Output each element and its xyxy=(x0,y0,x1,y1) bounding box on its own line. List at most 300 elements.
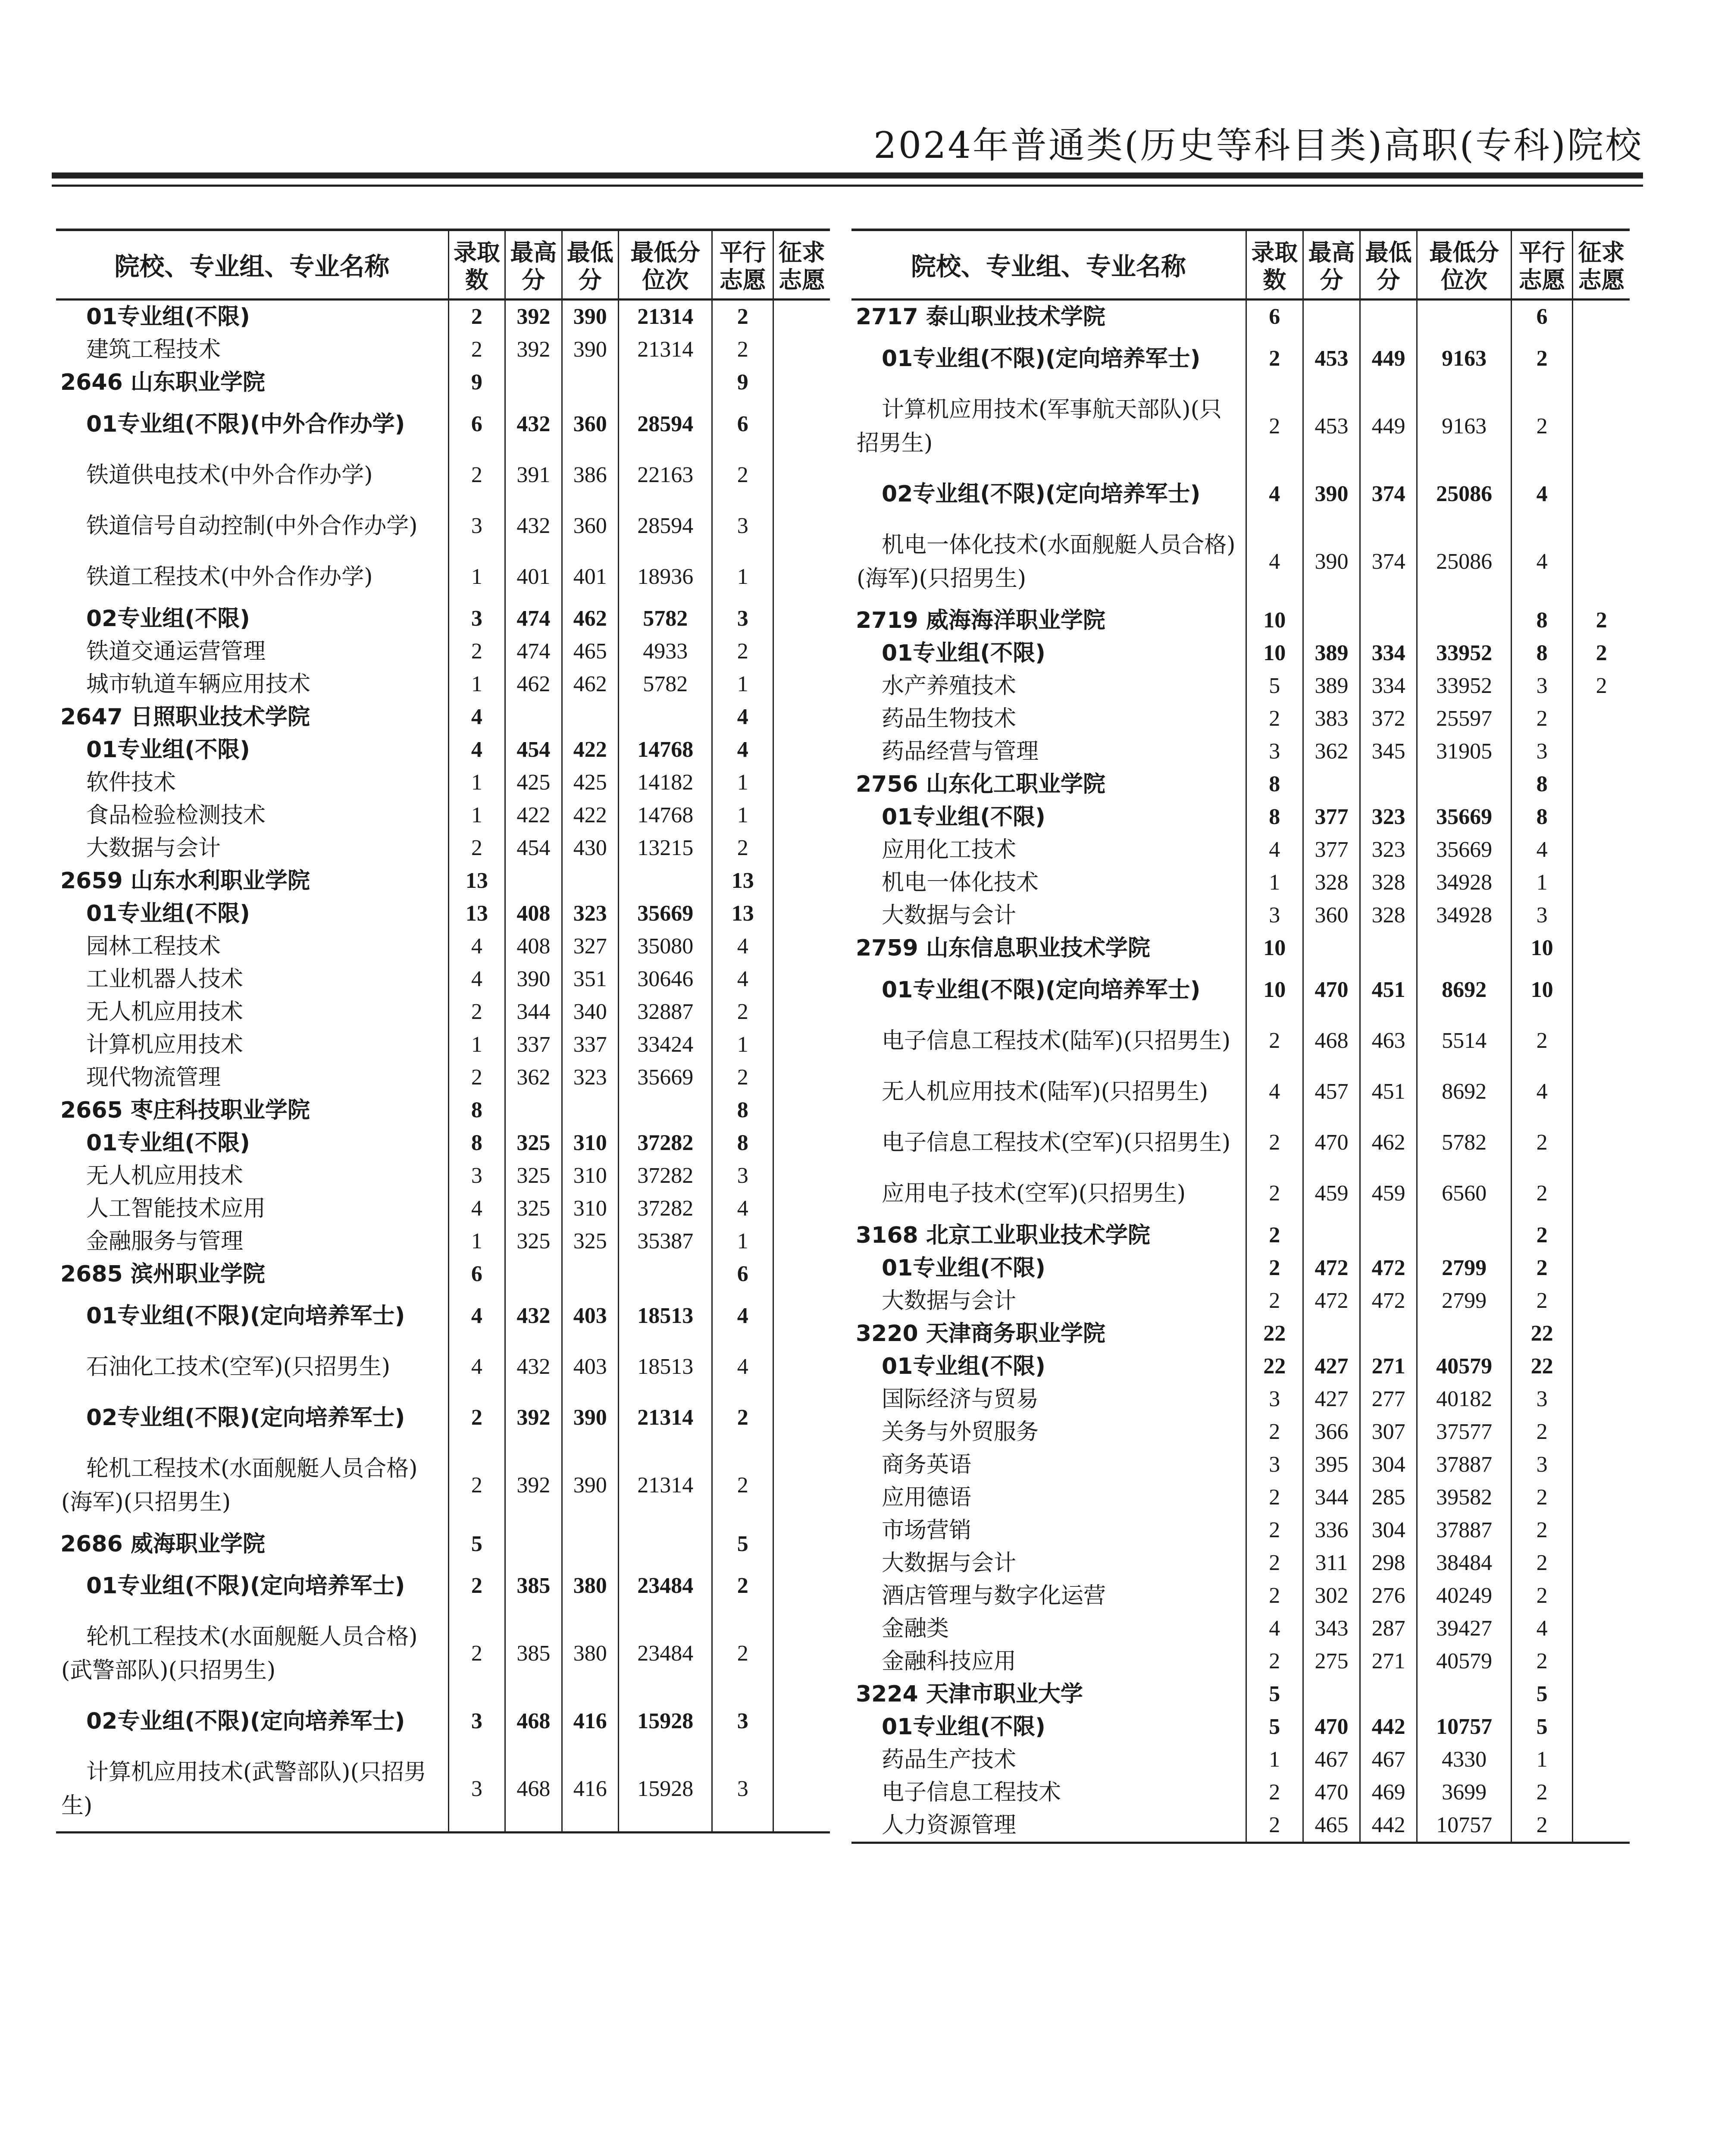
group-row xyxy=(56,1561,830,1611)
min-rank: 22163 xyxy=(619,450,712,501)
max-score: 337 xyxy=(505,1028,562,1061)
parallel-count: 2 xyxy=(712,1561,773,1611)
group-row xyxy=(56,1392,830,1443)
min-rank: 39427 xyxy=(1417,1612,1512,1645)
solicit-count xyxy=(1573,1448,1630,1481)
min-rank: 40249 xyxy=(1417,1579,1512,1612)
min-rank: 35387 xyxy=(619,1225,712,1258)
min-rank: 14182 xyxy=(619,766,712,799)
parallel-count: 4 xyxy=(1511,469,1572,520)
parallel-count: 2 xyxy=(1511,1809,1572,1843)
admitted-count: 5 xyxy=(1246,1678,1303,1711)
parallel-count: 2 xyxy=(1511,702,1572,735)
min-score: 449 xyxy=(1360,384,1417,469)
parallel-count: 4 xyxy=(712,930,773,963)
max-score xyxy=(1303,1219,1360,1252)
min-score: 334 xyxy=(1360,637,1417,670)
min-score: 403 xyxy=(562,1291,618,1341)
min-rank: 40579 xyxy=(1417,1645,1512,1678)
max-score: 462 xyxy=(505,668,562,701)
group-row xyxy=(56,897,830,930)
min-rank: 10757 xyxy=(1417,1809,1512,1843)
min-score: 307 xyxy=(1360,1416,1417,1448)
admitted-count: 2 xyxy=(1246,1579,1303,1612)
major-name: 电子信息工程技术(空军)(只招男生) xyxy=(882,1130,1231,1156)
solicit-count xyxy=(1573,768,1630,801)
parallel-count: 2 xyxy=(1511,384,1572,469)
min-rank: 35669 xyxy=(619,897,712,930)
parallel-count: 1 xyxy=(712,799,773,832)
max-score: 389 xyxy=(1303,670,1360,702)
max-score: 362 xyxy=(505,1061,562,1094)
min-rank: 25086 xyxy=(1417,469,1512,520)
school-name: 3220 天津商务职业学院 xyxy=(856,1321,1105,1347)
major-name: 酒店管理与数字化运营 xyxy=(882,1583,1106,1609)
major-row xyxy=(851,1612,1630,1645)
admitted-count: 10 xyxy=(1246,932,1303,965)
school-name: 2685 滨州职业学院 xyxy=(60,1261,265,1287)
min-score xyxy=(562,366,618,399)
group-row xyxy=(851,469,1630,520)
admitted-count: 3 xyxy=(448,1159,505,1192)
parallel-count: 8 xyxy=(1511,801,1572,834)
major-row xyxy=(56,1159,830,1192)
school-name: 2665 枣庄科技职业学院 xyxy=(60,1097,310,1123)
solicit-count xyxy=(1573,866,1630,899)
max-score: 422 xyxy=(505,799,562,832)
solicit-count xyxy=(773,1747,830,1833)
admitted-count: 2 xyxy=(1246,1219,1303,1252)
parallel-count: 4 xyxy=(712,701,773,733)
admitted-count: 2 xyxy=(1246,1645,1303,1678)
parallel-count: 3 xyxy=(1511,1383,1572,1416)
max-score: 392 xyxy=(505,300,562,334)
parallel-count: 13 xyxy=(712,865,773,897)
school-row xyxy=(56,1258,830,1291)
min-rank: 5782 xyxy=(1417,1117,1512,1168)
max-score: 392 xyxy=(505,333,562,366)
solicit-count xyxy=(773,733,830,766)
major-row xyxy=(851,1448,1630,1481)
major-name: 大数据与会计 xyxy=(882,1288,1017,1314)
max-score: 275 xyxy=(1303,1645,1360,1678)
min-score: 465 xyxy=(562,635,618,668)
group-name: 01专业组(不限) xyxy=(86,901,250,927)
solicit-count xyxy=(773,333,830,366)
max-score: 362 xyxy=(1303,735,1360,768)
solicit-count xyxy=(1573,1383,1630,1416)
parallel-count: 2 xyxy=(1511,1481,1572,1514)
max-score: 390 xyxy=(1303,520,1360,604)
col-header-min-score: 最低分 xyxy=(1360,230,1417,300)
solicit-count xyxy=(773,766,830,799)
max-score: 325 xyxy=(505,1225,562,1258)
parallel-count: 2 xyxy=(1511,1252,1572,1285)
parallel-count: 8 xyxy=(1511,637,1572,670)
school-row xyxy=(851,1219,1630,1252)
min-rank: 3699 xyxy=(1417,1776,1512,1809)
school-row xyxy=(851,768,1630,801)
school-row xyxy=(851,1317,1630,1350)
min-rank: 8692 xyxy=(1417,1066,1512,1117)
parallel-count: 3 xyxy=(1511,899,1572,932)
min-score: 372 xyxy=(1360,702,1417,735)
max-score xyxy=(1303,1678,1360,1711)
admitted-count: 2 xyxy=(448,635,505,668)
min-score: 463 xyxy=(1360,1015,1417,1066)
max-score: 336 xyxy=(1303,1514,1360,1547)
major-row xyxy=(851,1168,1630,1219)
parallel-count: 6 xyxy=(712,1258,773,1291)
admitted-count: 2 xyxy=(448,1443,505,1528)
major-name: 铁道供电技术(中外合作办学) xyxy=(86,462,373,488)
major-name: 金融科技应用 xyxy=(882,1648,1017,1674)
group-name: 01专业组(不限) xyxy=(882,804,1045,830)
min-rank: 23484 xyxy=(619,1561,712,1611)
max-score: 391 xyxy=(505,450,562,501)
major-row xyxy=(56,1028,830,1061)
group-name: 01专业组(不限) xyxy=(86,737,250,763)
parallel-count: 2 xyxy=(1511,1015,1572,1066)
solicit-count: 2 xyxy=(1573,670,1630,702)
parallel-count: 4 xyxy=(712,1192,773,1225)
min-score xyxy=(1360,768,1417,801)
parallel-count: 3 xyxy=(712,1159,773,1192)
admitted-count: 1 xyxy=(448,799,505,832)
major-name: 金融类 xyxy=(882,1616,949,1642)
min-rank: 8692 xyxy=(1417,965,1512,1015)
solicit-count xyxy=(773,799,830,832)
col-header-name: 院校、专业组、专业名称 xyxy=(851,230,1246,300)
solicit-count xyxy=(773,930,830,963)
major-row xyxy=(851,1117,1630,1168)
min-rank xyxy=(1417,932,1512,965)
major-row xyxy=(56,996,830,1028)
col-header-max-score: 最高分 xyxy=(1303,230,1360,300)
major-row xyxy=(56,635,830,668)
header-rule xyxy=(52,172,1643,179)
min-rank: 38484 xyxy=(1417,1547,1512,1579)
max-score: 366 xyxy=(1303,1416,1360,1448)
max-score: 343 xyxy=(1303,1612,1360,1645)
max-score: 470 xyxy=(1303,1776,1360,1809)
max-score: 377 xyxy=(1303,834,1360,866)
admitted-count: 1 xyxy=(448,668,505,701)
min-rank: 2799 xyxy=(1417,1285,1512,1317)
max-score xyxy=(1303,1317,1360,1350)
max-score: 459 xyxy=(1303,1168,1360,1219)
min-score: 310 xyxy=(562,1192,618,1225)
parallel-count: 2 xyxy=(712,1443,773,1528)
max-score: 385 xyxy=(505,1611,562,1696)
min-rank: 31905 xyxy=(1417,735,1512,768)
major-name: 国际经济与贸易 xyxy=(882,1386,1039,1412)
major-name: 市场营销 xyxy=(882,1517,972,1543)
min-score: 472 xyxy=(1360,1285,1417,1317)
solicit-count xyxy=(773,668,830,701)
col-header-min-rank: 最低分位次 xyxy=(1417,230,1512,300)
major-name: 城市轨道车辆应用技术 xyxy=(86,671,311,697)
max-score: 470 xyxy=(1303,965,1360,1015)
min-score: 334 xyxy=(1360,670,1417,702)
major-row xyxy=(56,766,830,799)
group-row xyxy=(56,399,830,450)
admitted-count: 4 xyxy=(448,701,505,733)
min-score: 422 xyxy=(562,799,618,832)
min-rank: 37282 xyxy=(619,1127,712,1159)
major-row xyxy=(56,1341,830,1392)
admitted-count: 2 xyxy=(1246,1416,1303,1448)
parallel-count: 4 xyxy=(1511,1612,1572,1645)
solicit-count xyxy=(773,1225,830,1258)
group-row xyxy=(851,1711,1630,1743)
min-rank: 28594 xyxy=(619,501,712,552)
solicit-count xyxy=(773,1611,830,1696)
admitted-count: 2 xyxy=(1246,1776,1303,1809)
solicit-count xyxy=(773,1696,830,1747)
school-name: 2686 威海职业学院 xyxy=(60,1531,265,1557)
group-name: 01专业组(不限) xyxy=(86,304,250,330)
min-rank: 40182 xyxy=(1417,1383,1512,1416)
school-name: 2717 泰山职业技术学院 xyxy=(856,304,1105,330)
group-name: 01专业组(不限) xyxy=(882,1714,1045,1740)
solicit-count xyxy=(773,897,830,930)
parallel-count: 3 xyxy=(1511,735,1572,768)
group-name: 01专业组(不限) xyxy=(882,640,1045,666)
admitted-count: 13 xyxy=(448,865,505,897)
parallel-count: 3 xyxy=(1511,670,1572,702)
min-rank xyxy=(1417,1678,1512,1711)
major-name: 工业机器人技术 xyxy=(86,966,244,992)
parallel-count: 2 xyxy=(1511,1285,1572,1317)
admitted-count: 2 xyxy=(448,1061,505,1094)
major-name: 机电一体化技术 xyxy=(882,870,1039,896)
min-score: 416 xyxy=(562,1696,618,1747)
min-rank xyxy=(1417,300,1512,334)
major-name: 铁道信号自动控制(中外合作办学) xyxy=(86,513,418,539)
major-name: 园林工程技术 xyxy=(86,934,221,959)
max-score: 432 xyxy=(505,1341,562,1392)
solicit-count xyxy=(773,963,830,996)
min-rank: 23484 xyxy=(619,1611,712,1696)
admitted-count: 10 xyxy=(1246,965,1303,1015)
min-score: 360 xyxy=(562,501,618,552)
solicit-count xyxy=(1573,965,1630,1015)
min-rank: 6560 xyxy=(1417,1168,1512,1219)
major-name: 无人机应用技术 xyxy=(86,1163,244,1189)
min-score: 380 xyxy=(562,1561,618,1611)
major-name: 计算机应用技术(军事航天部队)(只招男生) xyxy=(857,397,1222,456)
admitted-count: 5 xyxy=(1246,1711,1303,1743)
solicit-count xyxy=(773,996,830,1028)
min-score: 390 xyxy=(562,300,618,334)
school-row xyxy=(56,701,830,733)
admitted-count: 13 xyxy=(448,897,505,930)
major-row xyxy=(56,1061,830,1094)
max-score: 344 xyxy=(505,996,562,1028)
major-row xyxy=(56,930,830,963)
admitted-count: 2 xyxy=(448,450,505,501)
admitted-count: 3 xyxy=(1246,899,1303,932)
parallel-count: 2 xyxy=(1511,1776,1572,1809)
group-row xyxy=(851,1350,1630,1383)
min-score: 462 xyxy=(1360,1117,1417,1168)
min-rank: 21314 xyxy=(619,1443,712,1528)
min-rank: 13215 xyxy=(619,832,712,865)
parallel-count: 1 xyxy=(1511,1743,1572,1776)
min-score xyxy=(562,865,618,897)
major-name: 计算机应用技术(武警部队)(只招男生) xyxy=(56,1747,448,1833)
table-body-left xyxy=(56,300,830,1833)
admitted-count: 4 xyxy=(448,963,505,996)
min-rank: 4933 xyxy=(619,635,712,668)
group-row xyxy=(851,801,1630,834)
major-name: 药品经营与管理 xyxy=(882,739,1039,765)
min-score: 360 xyxy=(562,399,618,450)
min-rank xyxy=(1417,604,1512,637)
min-rank: 5782 xyxy=(619,602,712,635)
parallel-count: 3 xyxy=(712,501,773,552)
min-score: 430 xyxy=(562,832,618,865)
solicit-count xyxy=(773,701,830,733)
min-score: 351 xyxy=(562,963,618,996)
parallel-count: 5 xyxy=(712,1528,773,1561)
parallel-count: 2 xyxy=(1511,1219,1572,1252)
min-score: 380 xyxy=(562,1611,618,1696)
parallel-count: 13 xyxy=(712,897,773,930)
col-header-admitted: 录取数 xyxy=(1246,230,1303,300)
max-score: 325 xyxy=(505,1192,562,1225)
max-score: 467 xyxy=(1303,1743,1360,1776)
page-header-title: 2024年普通类(历史等科目类)高职(专科)院校 xyxy=(873,124,1643,166)
major-row xyxy=(56,1747,830,1833)
min-rank: 21314 xyxy=(619,1392,712,1443)
major-row xyxy=(56,450,830,501)
max-score: 390 xyxy=(505,963,562,996)
max-score: 425 xyxy=(505,766,562,799)
solicit-count xyxy=(773,1127,830,1159)
max-score: 390 xyxy=(1303,469,1360,520)
admitted-count: 3 xyxy=(1246,1383,1303,1416)
major-row xyxy=(851,899,1630,932)
major-row xyxy=(56,668,830,701)
admitted-count: 1 xyxy=(448,1028,505,1061)
max-score: 472 xyxy=(1303,1285,1360,1317)
max-score: 385 xyxy=(505,1561,562,1611)
parallel-count: 1 xyxy=(712,668,773,701)
parallel-count: 2 xyxy=(1511,1579,1572,1612)
school-name: 2646 山东职业学院 xyxy=(60,370,265,395)
col-header-min-score: 最低分 xyxy=(562,230,618,300)
header-rule-thin xyxy=(52,185,1643,187)
min-score: 386 xyxy=(562,450,618,501)
parallel-count: 6 xyxy=(712,399,773,450)
group-row xyxy=(851,965,1630,1015)
min-score: 337 xyxy=(562,1028,618,1061)
major-name: 大数据与会计 xyxy=(882,903,1017,928)
table-header-row xyxy=(851,230,1630,300)
solicit-count xyxy=(773,552,830,602)
max-score: 432 xyxy=(505,501,562,552)
parallel-count: 1 xyxy=(712,552,773,602)
min-score: 416 xyxy=(562,1747,618,1833)
solicit-count xyxy=(773,1392,830,1443)
admitted-count: 1 xyxy=(448,1225,505,1258)
parallel-count: 4 xyxy=(712,1291,773,1341)
solicit-count xyxy=(1573,1117,1630,1168)
min-score: 310 xyxy=(562,1127,618,1159)
min-rank xyxy=(1417,768,1512,801)
solicit-count xyxy=(1573,1711,1630,1743)
admitted-count: 1 xyxy=(448,552,505,602)
min-score: 304 xyxy=(1360,1514,1417,1547)
parallel-count: 1 xyxy=(712,766,773,799)
max-score: 474 xyxy=(505,635,562,668)
major-row xyxy=(851,384,1630,469)
school-row xyxy=(56,865,830,897)
admitted-count: 2 xyxy=(1246,333,1303,384)
solicit-count xyxy=(1573,384,1630,469)
admitted-count: 10 xyxy=(1246,637,1303,670)
major-name: 建筑工程技术 xyxy=(86,337,221,363)
min-score: 277 xyxy=(1360,1383,1417,1416)
admitted-count: 1 xyxy=(1246,866,1303,899)
solicit-count xyxy=(773,1028,830,1061)
parallel-count: 1 xyxy=(1511,866,1572,899)
min-rank: 37577 xyxy=(1417,1416,1512,1448)
min-rank: 10757 xyxy=(1417,1711,1512,1743)
solicit-count xyxy=(1573,1678,1630,1711)
parallel-count: 8 xyxy=(1511,604,1572,637)
admitted-count: 8 xyxy=(1246,801,1303,834)
min-rank: 9163 xyxy=(1417,333,1512,384)
min-score: 467 xyxy=(1360,1743,1417,1776)
max-score: 453 xyxy=(1303,384,1360,469)
min-rank: 40579 xyxy=(1417,1350,1512,1383)
min-rank: 35080 xyxy=(619,930,712,963)
solicit-count xyxy=(1573,1219,1630,1252)
parallel-count: 10 xyxy=(1511,932,1572,965)
min-rank: 37887 xyxy=(1417,1514,1512,1547)
parallel-count: 1 xyxy=(712,1225,773,1258)
col-header-name: 院校、专业组、专业名称 xyxy=(56,230,448,300)
col-header-parallel: 平行志愿 xyxy=(712,230,773,300)
max-score: 360 xyxy=(1303,899,1360,932)
admitted-count: 22 xyxy=(1246,1317,1303,1350)
parallel-count: 4 xyxy=(1511,1066,1572,1117)
parallel-count: 8 xyxy=(1511,768,1572,801)
school-row xyxy=(56,366,830,399)
min-rank: 18513 xyxy=(619,1341,712,1392)
max-score: 328 xyxy=(1303,866,1360,899)
major-row xyxy=(851,1579,1630,1612)
parallel-count: 2 xyxy=(1511,1117,1572,1168)
min-rank: 18513 xyxy=(619,1291,712,1341)
major-row xyxy=(56,963,830,996)
solicit-count xyxy=(1573,1350,1630,1383)
min-score: 323 xyxy=(562,1061,618,1094)
min-rank: 25086 xyxy=(1417,520,1512,604)
min-rank: 33952 xyxy=(1417,670,1512,702)
min-rank: 35669 xyxy=(1417,801,1512,834)
group-name: 01专业组(不限) xyxy=(882,1354,1045,1379)
major-row xyxy=(56,552,830,602)
max-score: 302 xyxy=(1303,1579,1360,1612)
min-score xyxy=(1360,1317,1417,1350)
min-rank: 39582 xyxy=(1417,1481,1512,1514)
major-row xyxy=(851,1481,1630,1514)
school-row xyxy=(851,604,1630,637)
